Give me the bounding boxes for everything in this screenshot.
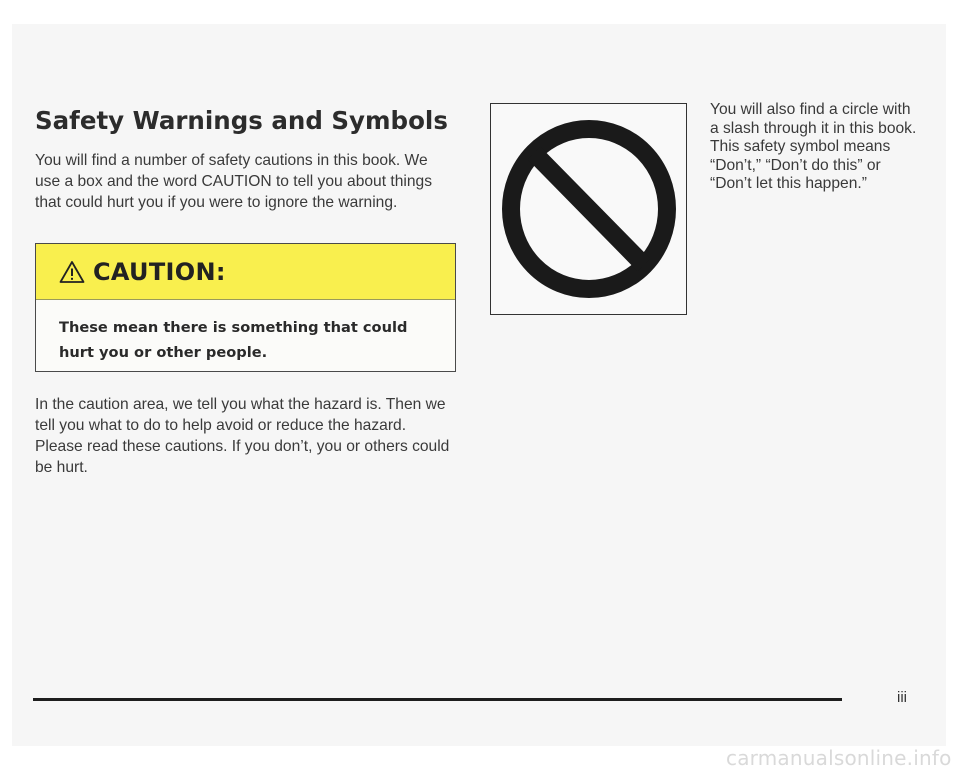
caution-title: CAUTION: <box>93 257 226 286</box>
warning-triangle-icon <box>59 260 85 284</box>
caution-header-content <box>59 258 226 286</box>
symbol-description: You will also find a circle with a slash through it in this book. This safety symbol means “Don’t,” “Don’t do this” or “Don’t let this happen.” <box>710 101 917 192</box>
footer-rule <box>33 698 842 701</box>
prohibition-icon <box>500 118 678 300</box>
caution-box <box>35 243 456 372</box>
intro-paragraph: You will find a number of safety cautions in this book. We use a box and the word CAUTION to tell you about things that could hurt you if you were to ignore the warning. <box>35 152 432 211</box>
watermark: carmanualsonline.info <box>726 746 952 770</box>
caution-header <box>36 244 455 300</box>
caution-explanation-paragraph: In the caution area, we tell you what the hazard is. Then we tell you what to do to help avoid or reduce the hazard. Please read these cautions. If you don’t, you or others could be hurt. <box>35 396 450 476</box>
section-heading: Safety Warnings and Symbols <box>35 106 448 135</box>
symbol-box <box>490 103 687 315</box>
page-number: iii <box>897 689 907 706</box>
caution-text: These mean there is something that could hurt you or other people. <box>59 319 408 361</box>
